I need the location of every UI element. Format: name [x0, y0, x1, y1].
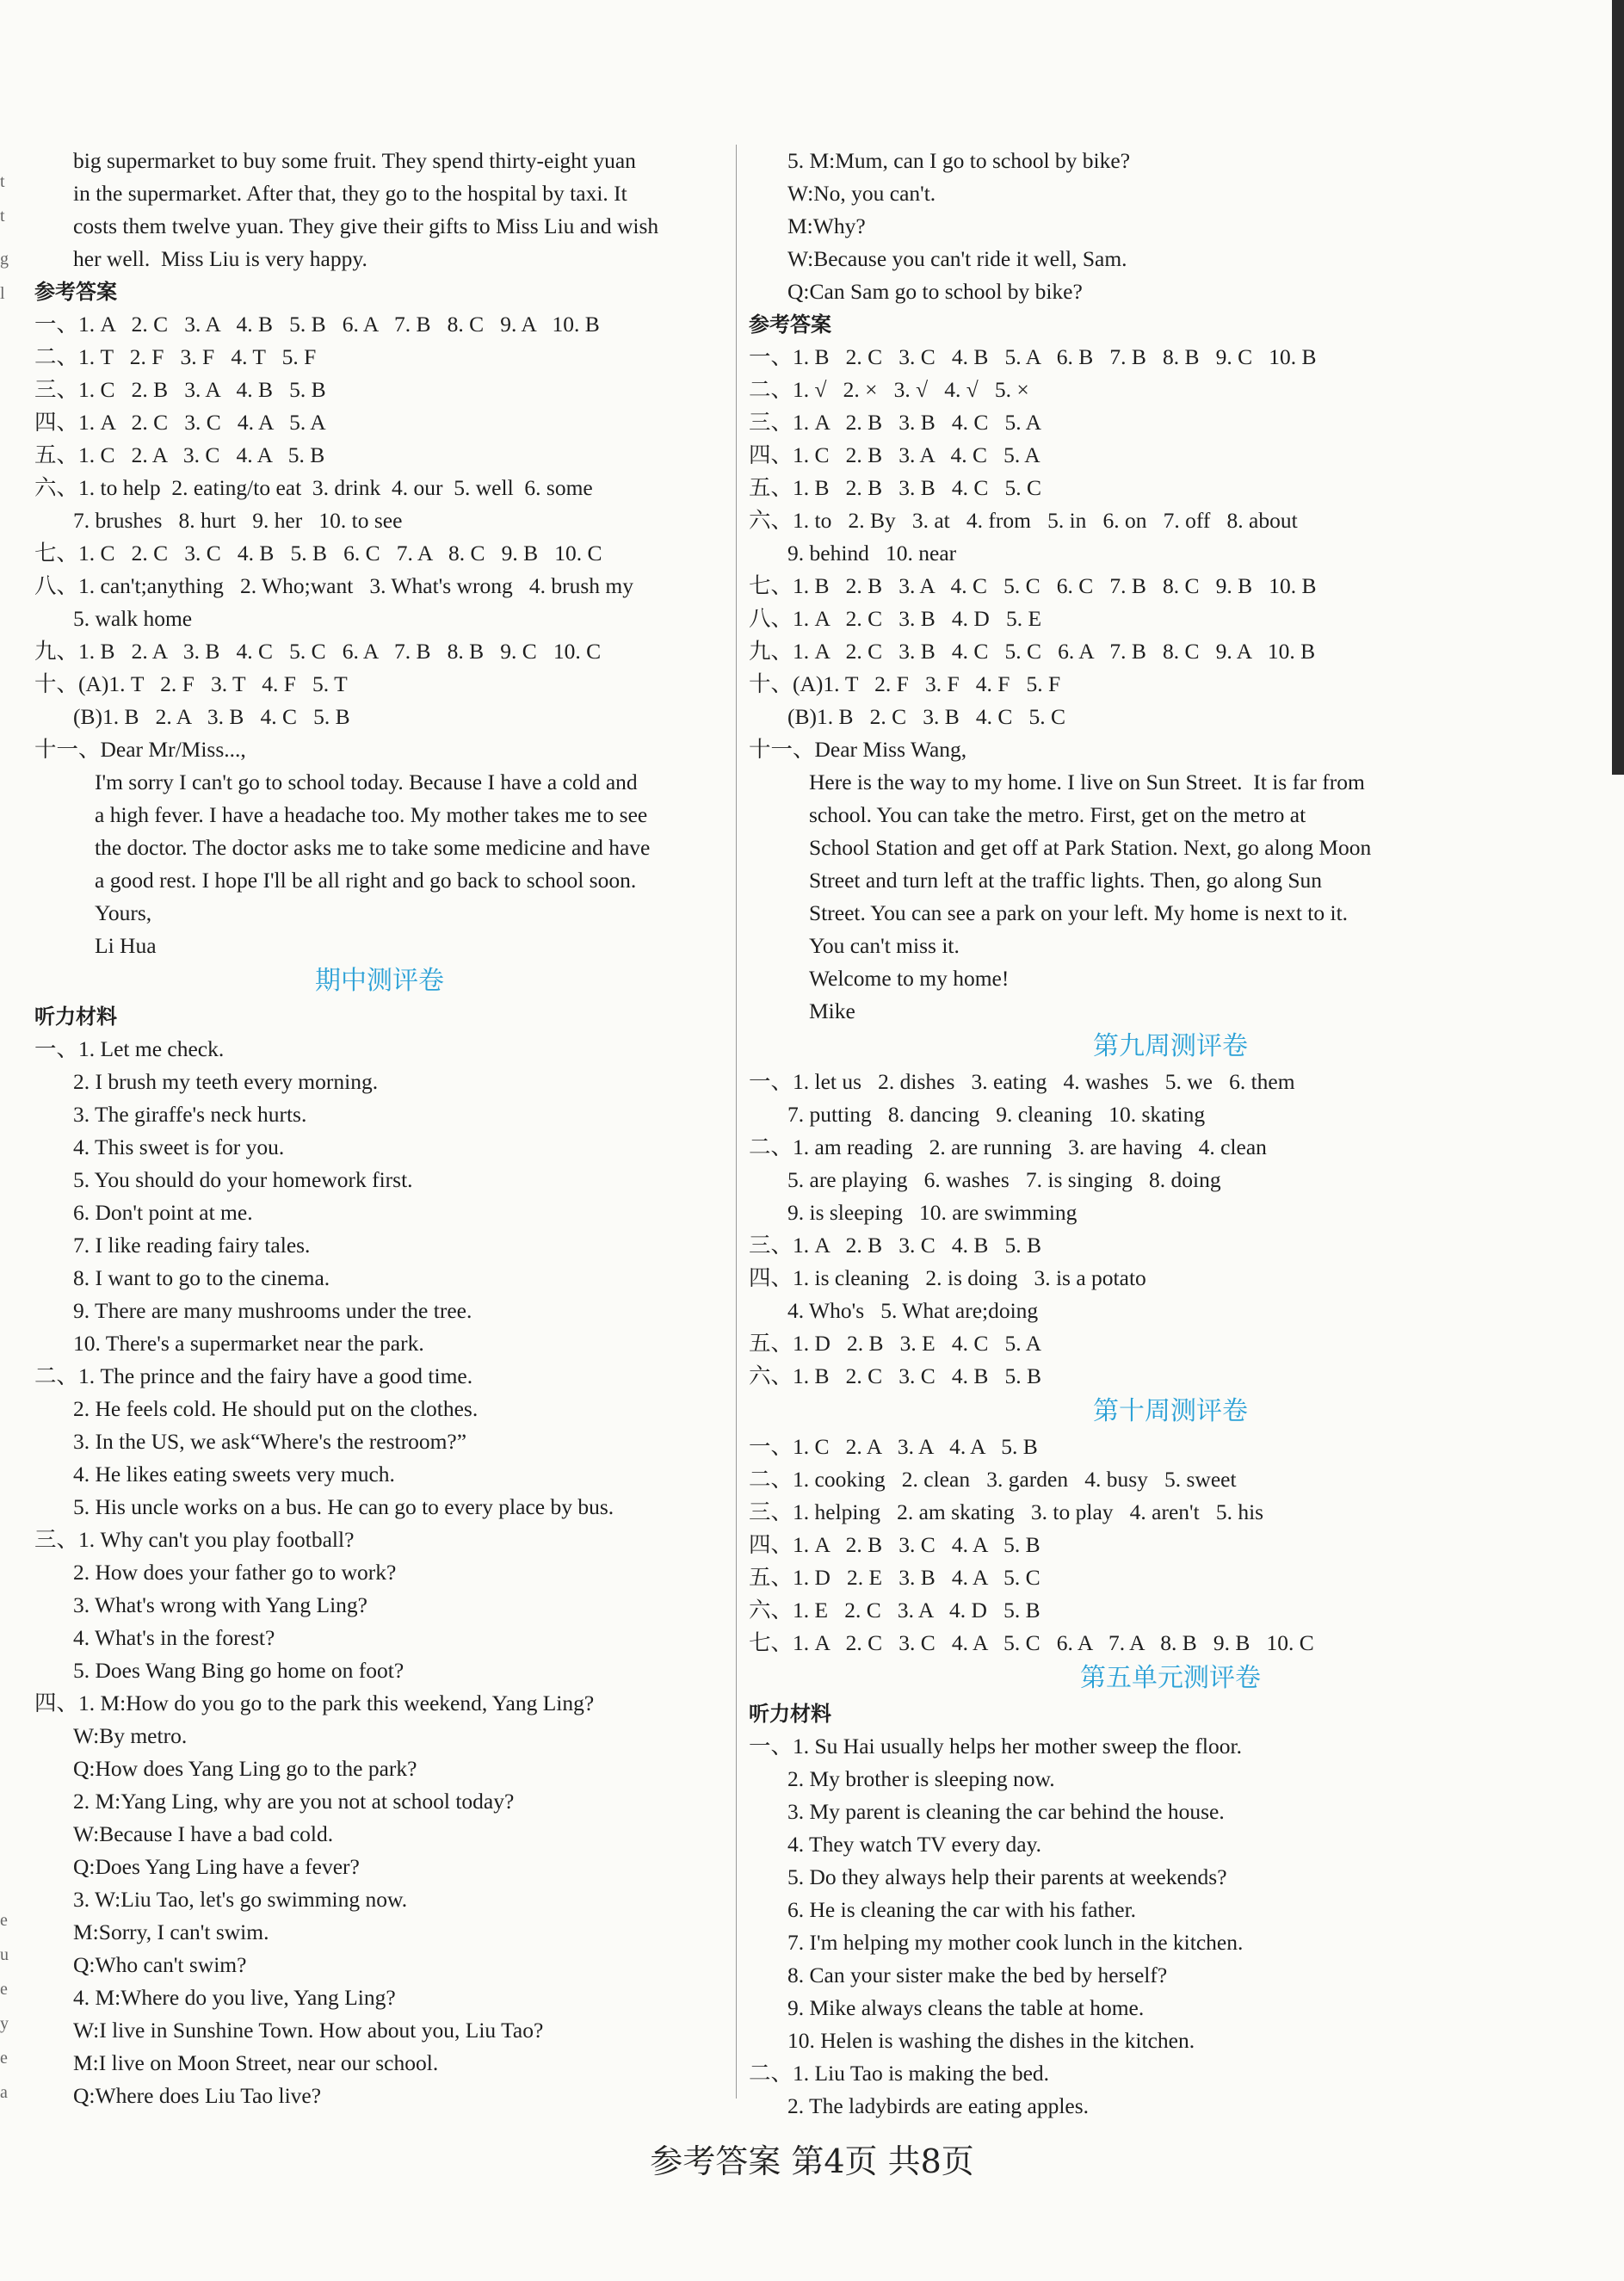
text-line: W:Because you can't ride it well, Sam. [787, 246, 1127, 271]
text-line: 八、1. A 2. C 3. B 4. D 5. E [749, 606, 1042, 631]
text-line: Q:Can Sam go to school by bike? [787, 279, 1083, 304]
right-column [749, 145, 1592, 2123]
text-line: 十一、Dear Miss Wang, [749, 737, 967, 762]
text-line: 二、1. Liu Tao is making the bed. [749, 2061, 1050, 2086]
text-line: 三、1. C 2. B 3. A 4. B 5. B [34, 377, 326, 402]
text-line: 一、1. B 2. C 3. C 4. B 5. A 6. B 7. B 8. B 9. C 10. B [749, 344, 1317, 369]
text-line: 五、1. D 2. B 3. E 4. C 5. A [749, 1331, 1042, 1356]
text-line: 二、1. cooking 2. clean 3. garden 4. busy 5. sweet [749, 1467, 1237, 1492]
edge-mark: t [0, 207, 5, 226]
edge-mark: e [0, 1911, 8, 1930]
edge-mark: e [0, 2049, 8, 2068]
text-line: her well. Miss Liu is very happy. [73, 246, 367, 271]
text-line: 3. In the US, we ask“Where's the restroom?” [73, 1429, 467, 1454]
text-line: 7. I'm helping my mother cook lunch in the kitchen. [787, 1930, 1244, 1955]
text-line: 9. behind 10. near [787, 541, 957, 566]
text-line: Q:Where does Liu Tao live? [73, 2083, 322, 2108]
text-line: 2. How does your father go to work? [73, 1560, 397, 1585]
text-line: (B)1. B 2. C 3. B 4. C 5. C [787, 704, 1066, 729]
text-line: 九、1. A 2. C 3. B 4. C 5. C 6. A 7. B 8. C 9. A 10. B [749, 639, 1316, 664]
edge-mark: y [0, 2014, 9, 2033]
text-line: 8. Can your sister make the bed by herself? [787, 1963, 1168, 1987]
text-line: Q:Does Yang Ling have a fever? [73, 1854, 360, 1879]
text-line: W:Because I have a bad cold. [73, 1821, 334, 1846]
text-line: 二、1. The prince and the fairy have a good time. [34, 1363, 473, 1388]
text-line: Street. You can see a park on your left. My home is next to it. [809, 900, 1349, 925]
scan-edge-bar [1612, 0, 1624, 775]
text-line: 二、1. T 2. F 3. F 4. T 5. F [34, 344, 317, 369]
text-line: 一、1. Let me check. [34, 1036, 225, 1061]
text-line: 7. I like reading fairy tales. [73, 1233, 311, 1258]
text-line: 六、1. to help 2. eating/to eat 3. drink 4. our 5. well 6. some [34, 475, 593, 500]
section-title: 第九周测评卷 [1093, 1031, 1248, 1061]
text-line: 一、1. let us 2. dishes 3. eating 4. washes 5. we 6. them [749, 1069, 1295, 1094]
text-line: 3. The giraffe's neck hurts. [73, 1102, 307, 1127]
text-line: 5. You should do your homework first. [73, 1167, 413, 1192]
edge-mark: g [0, 250, 9, 269]
text-line: Yours, [95, 900, 152, 925]
text-line: 9. is sleeping 10. are swimming [787, 1200, 1078, 1225]
text-line: M:Sorry, I can't swim. [73, 1919, 269, 1944]
text-line: 3. What's wrong with Yang Ling? [73, 1592, 367, 1617]
text-line: W:By metro. [73, 1723, 188, 1748]
text-line: 六、1. E 2. C 3. A 4. D 5. B [749, 1598, 1040, 1623]
text-line: 四、1. A 2. C 3. C 4. A 5. A [34, 410, 326, 435]
section-header: 参考答案 [34, 280, 117, 304]
text-line: 10. There's a supermarket near the park. [73, 1331, 424, 1356]
text-line: Mike [809, 998, 855, 1023]
text-line: 八、1. can't;anything 2. Who;want 3. What's wrong 4. brush my [34, 573, 633, 598]
text-line: school. You can take the metro. First, get on the metro at [809, 802, 1306, 827]
text-line: 4. This sweet is for you. [73, 1134, 285, 1159]
text-line: Here is the way to my home. I live on Sun Street. It is far from [809, 770, 1365, 794]
text-line: 9. There are many mushrooms under the tree. [73, 1298, 472, 1323]
text-line: 一、1. Su Hai usually helps her mother sweep the floor. [749, 1734, 1242, 1759]
text-line: 7. brushes 8. hurt 9. her 10. to see [73, 508, 403, 533]
text-line: a good rest. I hope I'll be all right and go back to school soon. [95, 868, 637, 893]
text-line: 四、1. is cleaning 2. is doing 3. is a potato [749, 1265, 1146, 1290]
text-line: 2. He feels cold. He should put on the clothes. [73, 1396, 479, 1421]
text-line: 四、1. M:How do you go to the park this weekend, Yang Ling? [34, 1691, 595, 1715]
edge-mark: e [0, 1980, 8, 1999]
text-line: 3. W:Liu Tao, let's go swimming now. [73, 1887, 408, 1912]
text-line: 4. They watch TV every day. [787, 1832, 1042, 1857]
text-line: 五、1. C 2. A 3. C 4. A 5. B [34, 442, 325, 467]
text-line: 5. Do they always help their parents at weekends? [787, 1864, 1227, 1889]
text-line: W:I live in Sunshine Town. How about you, Liu Tao? [73, 2018, 544, 2043]
edge-mark: l [0, 284, 5, 303]
text-line: 七、1. C 2. C 3. C 4. B 5. B 6. C 7. A 8. C 9. B 10. C [34, 541, 602, 566]
text-line: 三、1. helping 2. am skating 3. to play 4. aren't 5. his [749, 1499, 1264, 1524]
text-line: M:I live on Moon Street, near our school. [73, 2050, 439, 2075]
text-line: 一、1. A 2. C 3. A 4. B 5. B 6. A 7. B 8. C 9. A 10. B [34, 312, 600, 337]
text-line: 6. Don't point at me. [73, 1200, 253, 1225]
text-line: 8. I want to go to the cinema. [73, 1265, 330, 1290]
text-line: 十一、Dear Mr/Miss..., [34, 737, 246, 762]
text-line: Q:Who can't swim? [73, 1952, 247, 1977]
text-line: 9. Mike always cleans the table at home. [787, 1995, 1145, 2020]
text-line: 三、1. Why can't you play football? [34, 1527, 355, 1552]
text-line: 5. M:Mum, can I go to school by bike? [787, 148, 1131, 173]
text-line: 5. walk home [73, 606, 193, 631]
text-line: School Station and get off at Park Station. Next, go along Moon [809, 835, 1372, 860]
text-line: 十、(A)1. T 2. F 3. F 4. F 5. F [749, 671, 1061, 696]
text-line: 10. Helen is washing the dishes in the kitchen. [787, 2028, 1195, 2053]
text-line: a high fever. I have a headache too. My mother takes me to see [95, 802, 648, 827]
text-line: 5. His uncle works on a bus. He can go to every place by bus. [73, 1494, 614, 1519]
text-line: 6. He is cleaning the car with his father. [787, 1897, 1137, 1922]
text-line: 4. What's in the forest? [73, 1625, 275, 1650]
text-line: You can't miss it. [809, 933, 960, 958]
text-line: 四、1. C 2. B 3. A 4. C 5. A [749, 442, 1040, 467]
text-line: 九、1. B 2. A 3. B 4. C 5. C 6. A 7. B 8. B 9. C 10. C [34, 639, 602, 664]
text-line: 2. My brother is sleeping now. [787, 1766, 1055, 1791]
text-line: 4. Who's 5. What are;doing [787, 1298, 1039, 1323]
text-line: big supermarket to buy some fruit. They spend thirty-eight yuan [73, 148, 636, 173]
edge-mark: a [0, 2083, 8, 2102]
section-title: 第五单元测评卷 [1080, 1663, 1261, 1693]
text-line: 三、1. A 2. B 3. C 4. B 5. B [749, 1233, 1042, 1258]
text-line: 3. My parent is cleaning the car behind the house. [787, 1799, 1225, 1824]
section-header: 听力材料 [34, 1005, 117, 1029]
text-line: in the supermarket. After that, they go to the hospital by taxi. It [73, 181, 627, 206]
text-line: 2. M:Yang Ling, why are you not at school today? [73, 1789, 515, 1814]
text-line: 六、1. B 2. C 3. C 4. B 5. B [749, 1363, 1042, 1388]
text-line: 2. The ladybirds are eating apples. [787, 2093, 1090, 2118]
text-line: I'm sorry I can't go to school today. Because I have a cold and [95, 770, 638, 794]
text-line: 二、1. am reading 2. are running 3. are having 4. clean [749, 1134, 1267, 1159]
text-line: 4. He likes eating sweets very much. [73, 1462, 395, 1487]
text-line: W:No, you can't. [787, 181, 936, 206]
column-divider [736, 145, 737, 2099]
page-footer: 参考答案 第4页 共8页 [650, 2142, 974, 2180]
text-line: (B)1. B 2. A 3. B 4. C 5. B [73, 704, 350, 729]
text-line: 五、1. B 2. B 3. B 4. C 5. C [749, 475, 1042, 500]
section-title: 第十周测评卷 [1093, 1396, 1248, 1426]
section-header: 参考答案 [749, 312, 831, 337]
text-line: Street and turn left at the traffic lights. Then, go along Sun [809, 868, 1323, 893]
text-line: Q:How does Yang Ling go to the park? [73, 1756, 417, 1781]
text-line: 七、1. A 2. C 3. C 4. A 5. C 6. A 7. A 8. B 9. B 10. C [749, 1630, 1314, 1655]
text-line: 5. Does Wang Bing go home on foot? [73, 1658, 404, 1683]
section-header: 听力材料 [749, 1702, 831, 1726]
edge-mark: t [0, 172, 5, 191]
text-line: M:Why? [787, 213, 866, 238]
edge-mark: u [0, 1945, 9, 1964]
text-line: 5. are playing 6. washes 7. is singing 8. doing [787, 1167, 1221, 1192]
text-line: 五、1. D 2. E 3. B 4. A 5. C [749, 1565, 1040, 1590]
text-line: 六、1. to 2. By 3. at 4. from 5. in 6. on 7. off 8. about [749, 508, 1298, 533]
text-line: the doctor. The doctor asks me to take some medicine and have [95, 835, 651, 860]
text-line: 十、(A)1. T 2. F 3. T 4. F 5. T [34, 671, 348, 696]
text-line: 7. putting 8. dancing 9. cleaning 10. skating [787, 1102, 1206, 1127]
text-line: Li Hua [95, 933, 157, 958]
text-line: 4. M:Where do you live, Yang Ling? [73, 1985, 396, 2010]
text-line: 三、1. A 2. B 3. B 4. C 5. A [749, 410, 1042, 435]
text-line: 2. I brush my teeth every morning. [73, 1069, 379, 1094]
text-line: costs them twelve yuan. They give their gifts to Miss Liu and wish [73, 213, 659, 238]
text-line: 四、1. A 2. B 3. C 4. A 5. B [749, 1532, 1040, 1557]
section-title: 期中测评卷 [315, 966, 444, 996]
text-line: 七、1. B 2. B 3. A 4. C 5. C 6. C 7. B 8. C 9. B 10. B [749, 573, 1317, 598]
left-column [34, 145, 725, 2112]
text-line: 一、1. C 2. A 3. A 4. A 5. B [749, 1434, 1038, 1459]
text-line: 二、1. √ 2. × 3. √ 4. √ 5. × [749, 377, 1029, 402]
text-line: Welcome to my home! [809, 966, 1010, 991]
